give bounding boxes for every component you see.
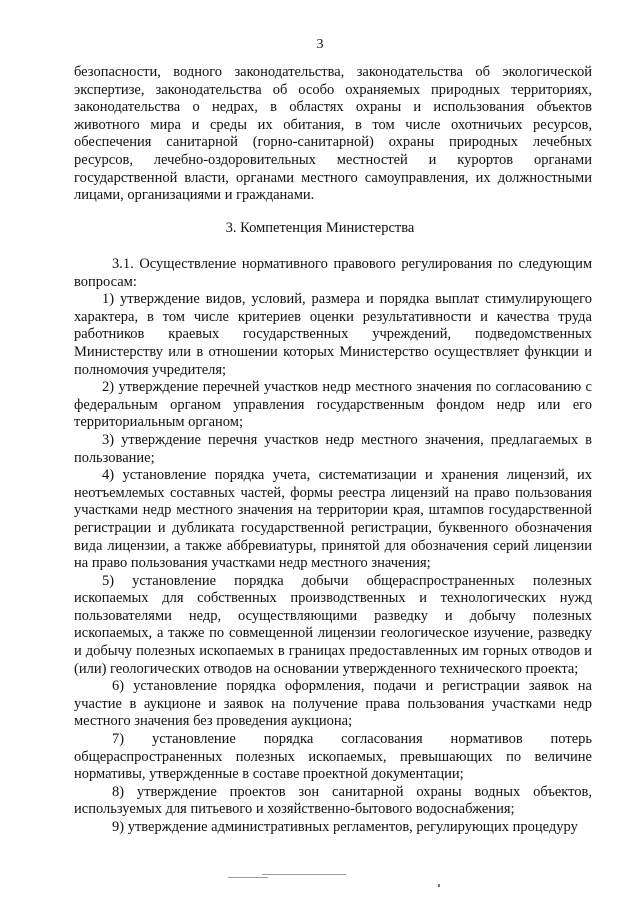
scan-artifact-line (262, 874, 346, 875)
scan-artifact-speck (438, 884, 440, 887)
scan-artifact-line (228, 877, 268, 878)
list-item-8: 8) утверждение проектов зон санитарной охраны водных объектов, используемых для питьевого и хозяйственно-бытового водоснабжения; (74, 783, 592, 818)
clause-3-1: 3.1. Осуществление нормативного правового регулирования по следующим вопросам: (74, 256, 592, 290)
section-heading: 3. Компетенция Министерства (225, 220, 415, 236)
list-item-2: 2) утверждение перечней участков недр местного значения по согласованию с федеральным органом управления государственным фондом недр или его территориальным органом; (74, 379, 592, 431)
list-item-3: 3) утверждение перечня участков недр местного значения, предлагаемых в пользование; (74, 431, 592, 466)
list-item-5: 5) установление порядка добычи общераспространенных полезных ископаемых для собственных производственных и технологических нужд пользователями недр, осуществляющими разведку и добычу полезных ископаемых, а также по совмещенной лицензии геологическое изучение, разведку и добычу полезных ископаемых в границах предоставленных им горных отводов и (или) геологических отводов на основании утвержденного технического проекта; (74, 572, 592, 677)
list-item-1: 1) утверждение видов, условий, размера и порядка выплат стимулирующего характера, в том числе критериев оценки результативности и качества труда работников краевых государственных учреждений, подведомственных Министерству или в отношении которых Министерство осуществляет функции и полномочия учредителя; (74, 291, 592, 378)
list-item-9: 9) утверждение административных регламентов, регулирующих процедуру (112, 819, 578, 835)
list-item-6: 6) установление порядка оформления, подачи и регистрации заявок на участие в аукционе и заявок на получение права пользования участками недр местного значения без проведения аукциона; (74, 678, 592, 730)
list-item-7: 7) установление порядка согласования нормативов потерь общераспространенных полезных ископаемых, превышающих по величине нормативы, утвержденные в составе проектной документации; (74, 731, 592, 783)
intro-paragraph (74, 64, 592, 205)
page-number: 3 (316, 37, 324, 52)
section-body (74, 256, 592, 837)
list-item-4: 4) установление порядка учета, систематизации и хранения лицензий, их неотъемлемых составных частей, формы реестра лицензий на право пользования участками недр местного значения на территории края, штампов государственной регистрации и дубликата государственной регистрации, буквенного обозначения вида лицензии, а также аббревиатуры, принятой для обозначения серий лицензии на право пользования участками недр местного значения; (74, 467, 592, 572)
intro-text: безопасности, водного законодательства, законодательства об экологической экспертизе, законодательства об особо охраняемых природных территориях, законодательства о недрах, в областях охраны и использования объектов животного мира и среды их обитания, в том числе охотничьих ресурсов, обеспечения санитарной (горно-санитарной) охраны природных лечебных ресурсов, лечебно-оздоровительных местностей и курортов органами государственной власти, органами местного самоуправления, их должностными лицами, организациями и гражданами. (74, 64, 592, 204)
